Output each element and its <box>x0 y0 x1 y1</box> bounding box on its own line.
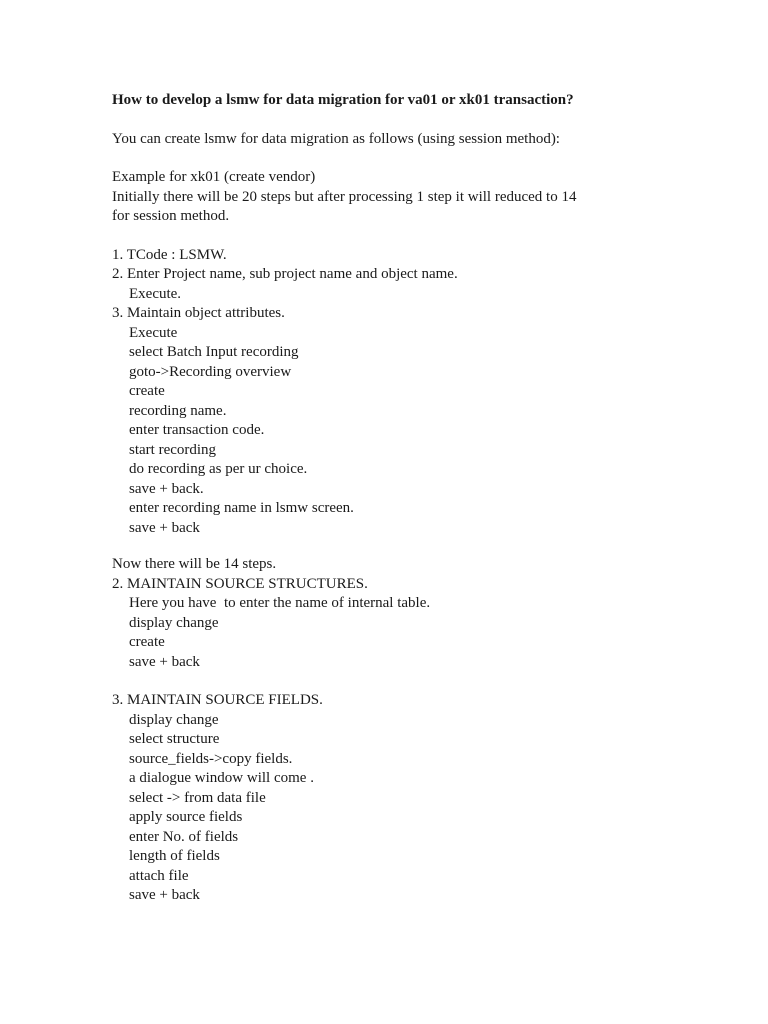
spacer <box>112 149 732 168</box>
spacer <box>112 538 732 555</box>
section-note: Now there will be 14 steps. <box>112 556 277 572</box>
substep-item: Execute <box>129 324 178 341</box>
substep-item: attach file <box>129 867 189 884</box>
substep-item: display change <box>129 711 219 728</box>
spacer <box>112 111 732 130</box>
section-heading: 2. MAINTAIN SOURCE STRUCTURES. <box>112 575 368 592</box>
example-heading: Example for xk01 (create vendor) <box>112 169 316 185</box>
substep-item: select -> from data file <box>129 789 266 806</box>
substep-item: goto->Recording overview <box>129 363 292 380</box>
substep-item: length of fields <box>129 848 220 864</box>
substep-item: enter No. of fields <box>129 828 239 845</box>
substep-item: save + back. <box>129 480 204 497</box>
substep-item: recording name. <box>129 402 227 419</box>
substep-item: enter transaction code. <box>129 422 265 438</box>
substep-item: select Batch Input recording <box>129 344 299 360</box>
spacer <box>112 227 732 246</box>
substep-item: select structure <box>129 731 220 747</box>
substep-item: create <box>129 383 165 399</box>
step-item: 1. TCode : LSMW. <box>112 246 227 263</box>
substep-item: source_fields->copy fields. <box>129 750 293 767</box>
section-heading: 3. MAINTAIN SOURCE FIELDS. <box>112 692 323 708</box>
initial-note-line: Initially there will be 20 steps but after processing 1 step it will reduced to 14 <box>112 188 577 205</box>
step-item: 2. Enter Project name, sub project name and object name. <box>112 266 458 282</box>
substep-item: Here you have to enter the name of internal table. <box>129 595 431 611</box>
substep-item: enter recording name in lsmw screen. <box>129 500 354 516</box>
substep-item: Execute. <box>129 285 182 302</box>
document-body <box>112 91 732 906</box>
initial-note-line: for session method. <box>112 208 230 224</box>
substep-item: a dialogue window will come . <box>129 770 314 786</box>
substep-item: start recording <box>129 441 217 458</box>
substep-item: save + back <box>129 653 200 670</box>
substep-item: save + back <box>129 887 200 903</box>
intro-paragraph: You can create lsmw for data migration as follows (using session method): <box>112 130 560 147</box>
spacer <box>112 672 732 691</box>
substep-item: do recording as per ur choice. <box>129 461 308 477</box>
substep-item: display change <box>129 614 219 631</box>
document-title: How to develop a lsmw for data migration for va01 or xk01 transaction? <box>112 92 574 108</box>
step-item: 3. Maintain object attributes. <box>112 305 285 321</box>
substep-item: apply source fields <box>129 809 243 825</box>
substep-item: create <box>129 634 165 650</box>
substep-item: save + back <box>129 519 200 536</box>
